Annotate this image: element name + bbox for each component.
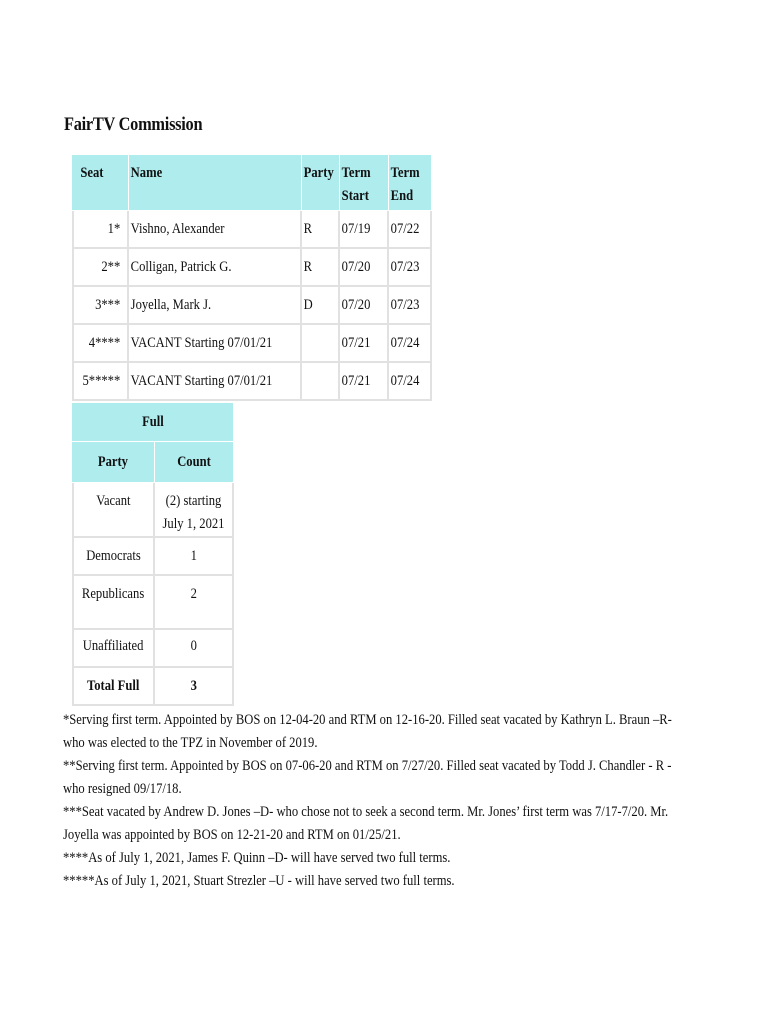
term-end-cell: 07/23: [389, 287, 432, 325]
header-count: Count: [155, 442, 234, 483]
name-cell: Vishno, Alexander: [129, 211, 302, 249]
term-end-cell: 07/23: [389, 249, 432, 287]
table-row: [72, 211, 432, 249]
name-cell: VACANT Starting 07/01/21: [129, 325, 302, 363]
count-cell: (2) starting July 1, 2021: [155, 483, 234, 538]
count-cell: 0: [155, 630, 234, 668]
party-cell: Republicans: [72, 576, 155, 630]
party-cell: R: [302, 249, 341, 287]
footnote: **Serving first term. Appointed by BOS on 07-06-20 and RTM on 7/27/20. Filled seat vacated by Todd J. Chandler - R - who resigned 09/17/18.: [63, 758, 672, 797]
party-cell: R: [302, 211, 341, 249]
term-end-cell: 07/24: [389, 325, 432, 363]
table-row: [72, 576, 234, 630]
term-start-cell: 07/21: [340, 325, 389, 363]
term-end-cell: 07/24: [389, 363, 432, 401]
table-row: [72, 668, 234, 706]
term-start-cell: 07/21: [340, 363, 389, 401]
party-cell: Democrats: [72, 538, 155, 576]
count-cell: 1: [155, 538, 234, 576]
party-counts-table: [72, 403, 234, 706]
seat-cell: 4****: [72, 325, 129, 363]
seat-cell: 3***: [72, 287, 129, 325]
footnote: *****As of July 1, 2021, Stuart Strezler –U - will have served two full terms.: [63, 873, 455, 889]
table-row: [72, 538, 234, 576]
party-cell: Total Full: [72, 668, 155, 706]
counts-header-row: [72, 442, 234, 483]
party-cell: [302, 363, 341, 401]
party-cell: Unaffiliated: [72, 630, 155, 668]
name-cell: Joyella, Mark J.: [129, 287, 302, 325]
name-cell: Colligan, Patrick G.: [129, 249, 302, 287]
term-end-cell: 07/22: [389, 211, 432, 249]
header-party: Party: [302, 155, 341, 211]
party-cell: [302, 325, 341, 363]
term-start-cell: 07/19: [340, 211, 389, 249]
seat-cell: 5*****: [72, 363, 129, 401]
count-cell: 2: [155, 576, 234, 630]
table-row: [72, 325, 432, 363]
header-name: Name: [129, 155, 302, 211]
counts-group-header-row: [72, 403, 234, 442]
header-term-end: Term End: [389, 155, 432, 211]
party-cell: Vacant: [72, 483, 155, 538]
footnotes: [63, 709, 695, 893]
table-row: [72, 483, 234, 538]
seat-cell: 1*: [72, 211, 129, 249]
seat-cell: 2**: [72, 249, 129, 287]
footnote: ***Seat vacated by Andrew D. Jones –D- who chose not to seek a second term. Mr. Jones’ first term was 7/17-7/20. Mr. Joyella was appointed by BOS on 12-21-20 and RTM on 01/25/21.: [63, 804, 669, 843]
table-row: [72, 630, 234, 668]
header-seat: Seat: [72, 155, 129, 211]
table-header-row: [72, 155, 432, 211]
header-party: Party: [72, 442, 155, 483]
footnote: ****As of July 1, 2021, James F. Quinn –D- will have served two full terms.: [63, 850, 451, 866]
table-row: [72, 249, 432, 287]
party-cell: D: [302, 287, 341, 325]
footnote: *Serving first term. Appointed by BOS on 12-04-20 and RTM on 12-16-20. Filled seat vacated by Kathryn L. Braun –R- who was elected to the TPZ in November of 2019.: [63, 712, 672, 751]
term-start-cell: 07/20: [340, 249, 389, 287]
header-term-start: Term Start: [340, 155, 389, 211]
count-cell: 3: [155, 668, 234, 706]
commission-table: [72, 155, 432, 401]
table-row: [72, 287, 432, 325]
header-full: Full: [72, 403, 234, 442]
name-cell: VACANT Starting 07/01/21: [129, 363, 302, 401]
term-start-cell: 07/20: [340, 287, 389, 325]
table-row: [72, 363, 432, 401]
page-title: FairTV Commission: [64, 114, 203, 135]
